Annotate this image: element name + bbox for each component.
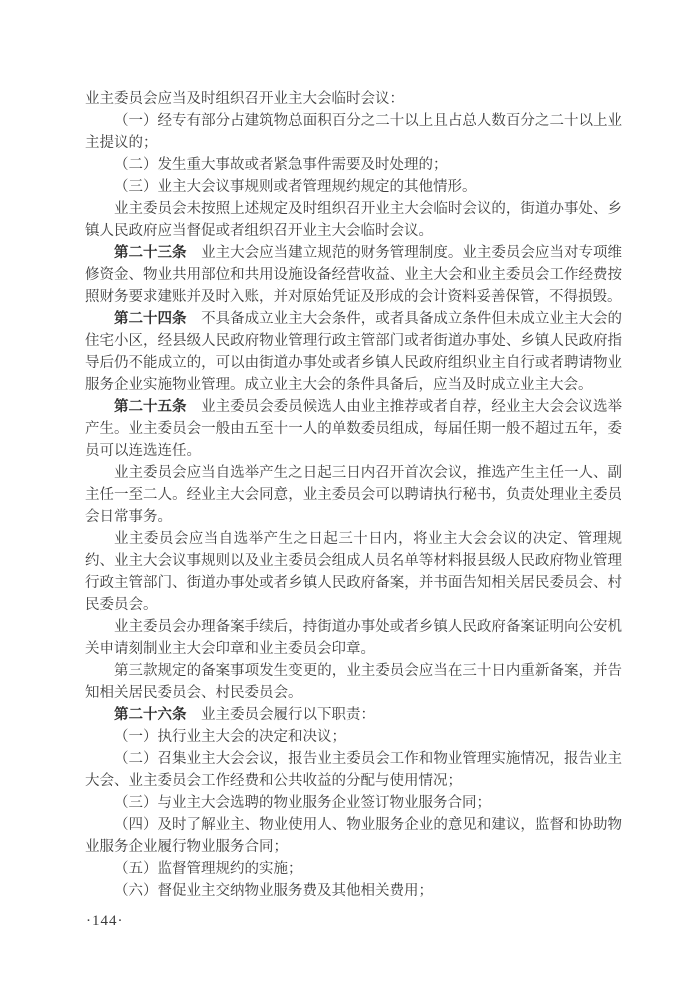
paragraph	[85, 242, 622, 308]
paragraph	[85, 176, 622, 198]
paragraph-text: 不具备成立业主大会条件，或者具备成立条件但未成立业主大会的住宅小区，经县级人民政府物业管理行政主管部门或者街道办事处、乡镇人民政府指导后仍不能成立的，可以由街道办事处或者乡镇人民政府组织业主自行或者聘请物业服务企业实施物业管理。成立业主大会的条件具备后，应当及时成立业主大会。	[85, 311, 623, 393]
paragraph-text: （二）发生重大事故或者紧急事件需要及时处理的；	[114, 157, 448, 173]
article-number: 第二十四条	[114, 311, 187, 327]
paragraph	[85, 726, 622, 748]
article-number: 第二十六条	[114, 707, 187, 723]
paragraph-text: （三）与业主大会选聘的物业服务企业签订物业服务合同；	[114, 795, 491, 811]
paragraph-text: 业主委员会委员候选人由业主推荐或者自荐，经业主大会会议选举产生。业主委员会一般由五至十一人的单数委员组成，每届任期一般不超过五年，委员可以连选连任。	[85, 399, 623, 459]
paragraph-text: （一）经专有部分占建筑物总面积百分之二十以上且占总人数百分之二十以上业主提议的；	[85, 113, 622, 151]
article-number-gap	[187, 707, 202, 723]
article-number-gap	[187, 399, 202, 415]
paragraph	[85, 660, 622, 704]
paragraph	[85, 462, 622, 528]
paragraph	[85, 110, 622, 154]
paragraph-text: 业主委员会应当及时组织召开业主大会临时会议：	[85, 91, 404, 107]
paragraph	[85, 308, 622, 396]
paragraph	[85, 792, 622, 814]
article-number: 第二十五条	[114, 399, 187, 415]
paragraph-text: 业主大会应当建立规范的财务管理制度。业主委员会应当对专项维修资金、物业共用部位和共用设施设备经营收益、业主大会和业主委员会工作经费按照财务要求建账并及时入账，并对原始凭证及形成的会计资料妥善保管，不得损毁。	[85, 245, 623, 305]
paragraph-text: （四）及时了解业主、物业使用人、物业服务企业的意见和建议，监督和协助物业服务企业履行物业服务合同；	[85, 817, 622, 855]
document-body	[85, 88, 622, 902]
paragraph-text: （五）监督管理规约的实施；	[114, 861, 303, 877]
paragraph	[85, 616, 622, 660]
paragraph-text: （三）业主大会议事规则或者管理规约规定的其他情形。	[114, 179, 477, 195]
paragraph-text: 业主委员会履行以下职责：	[201, 707, 375, 723]
paragraph	[85, 880, 622, 902]
paragraph-text: （二）召集业主大会会议，报告业主委员会工作和物业管理实施情况，报告业主大会、业主委员会工作经费和公共收益的分配与使用情况；	[85, 751, 622, 789]
article-number: 第二十三条	[114, 245, 187, 261]
paragraph	[85, 858, 622, 880]
paragraph-text: 业主委员会应当自选举产生之日起三日内召开首次会议，推选产生主任一人、副主任一至二人。经业主大会同意，业主委员会可以聘请执行秘书，负责处理业主委员会日常事务。	[85, 465, 622, 525]
paragraph-text: 第三款规定的备案事项发生变更的，业主委员会应当在三十日内重新备案，并告知相关居民委员会、村民委员会。	[85, 663, 622, 701]
paragraph	[85, 704, 622, 726]
paragraph	[85, 88, 622, 110]
paragraph-text: 业主委员会办理备案手续后，持街道办事处或者乡镇人民政府备案证明向公安机关申请刻制业主大会印章和业主委员会印章。	[85, 619, 622, 657]
paragraph-text: 业主委员会未按照上述规定及时组织召开业主大会临时会议的，街道办事处、乡镇人民政府应当督促或者组织召开业主大会临时会议。	[85, 201, 622, 239]
paragraph	[85, 396, 622, 462]
paragraph	[85, 814, 622, 858]
paragraph-text: 业主委员会应当自选举产生之日起三十日内，将业主大会会议的决定、管理规约、业主大会议事规则以及业主委员会组成人员名单等材料报县级人民政府物业管理行政主管部门、街道办事处或者乡镇人民政府备案，并书面告知相关居民委员会、村民委员会。	[85, 531, 622, 613]
paragraph-text: （一）执行业主大会的决定和决议；	[114, 729, 346, 745]
paragraph	[85, 748, 622, 792]
page-number: ·144·	[86, 913, 124, 929]
paragraph	[85, 198, 622, 242]
paragraph-text: （六）督促业主交纳物业服务费及其他相关费用；	[114, 883, 433, 899]
article-number-gap	[187, 245, 202, 261]
paragraph	[85, 528, 622, 616]
paragraph	[85, 154, 622, 176]
article-number-gap	[187, 311, 202, 327]
